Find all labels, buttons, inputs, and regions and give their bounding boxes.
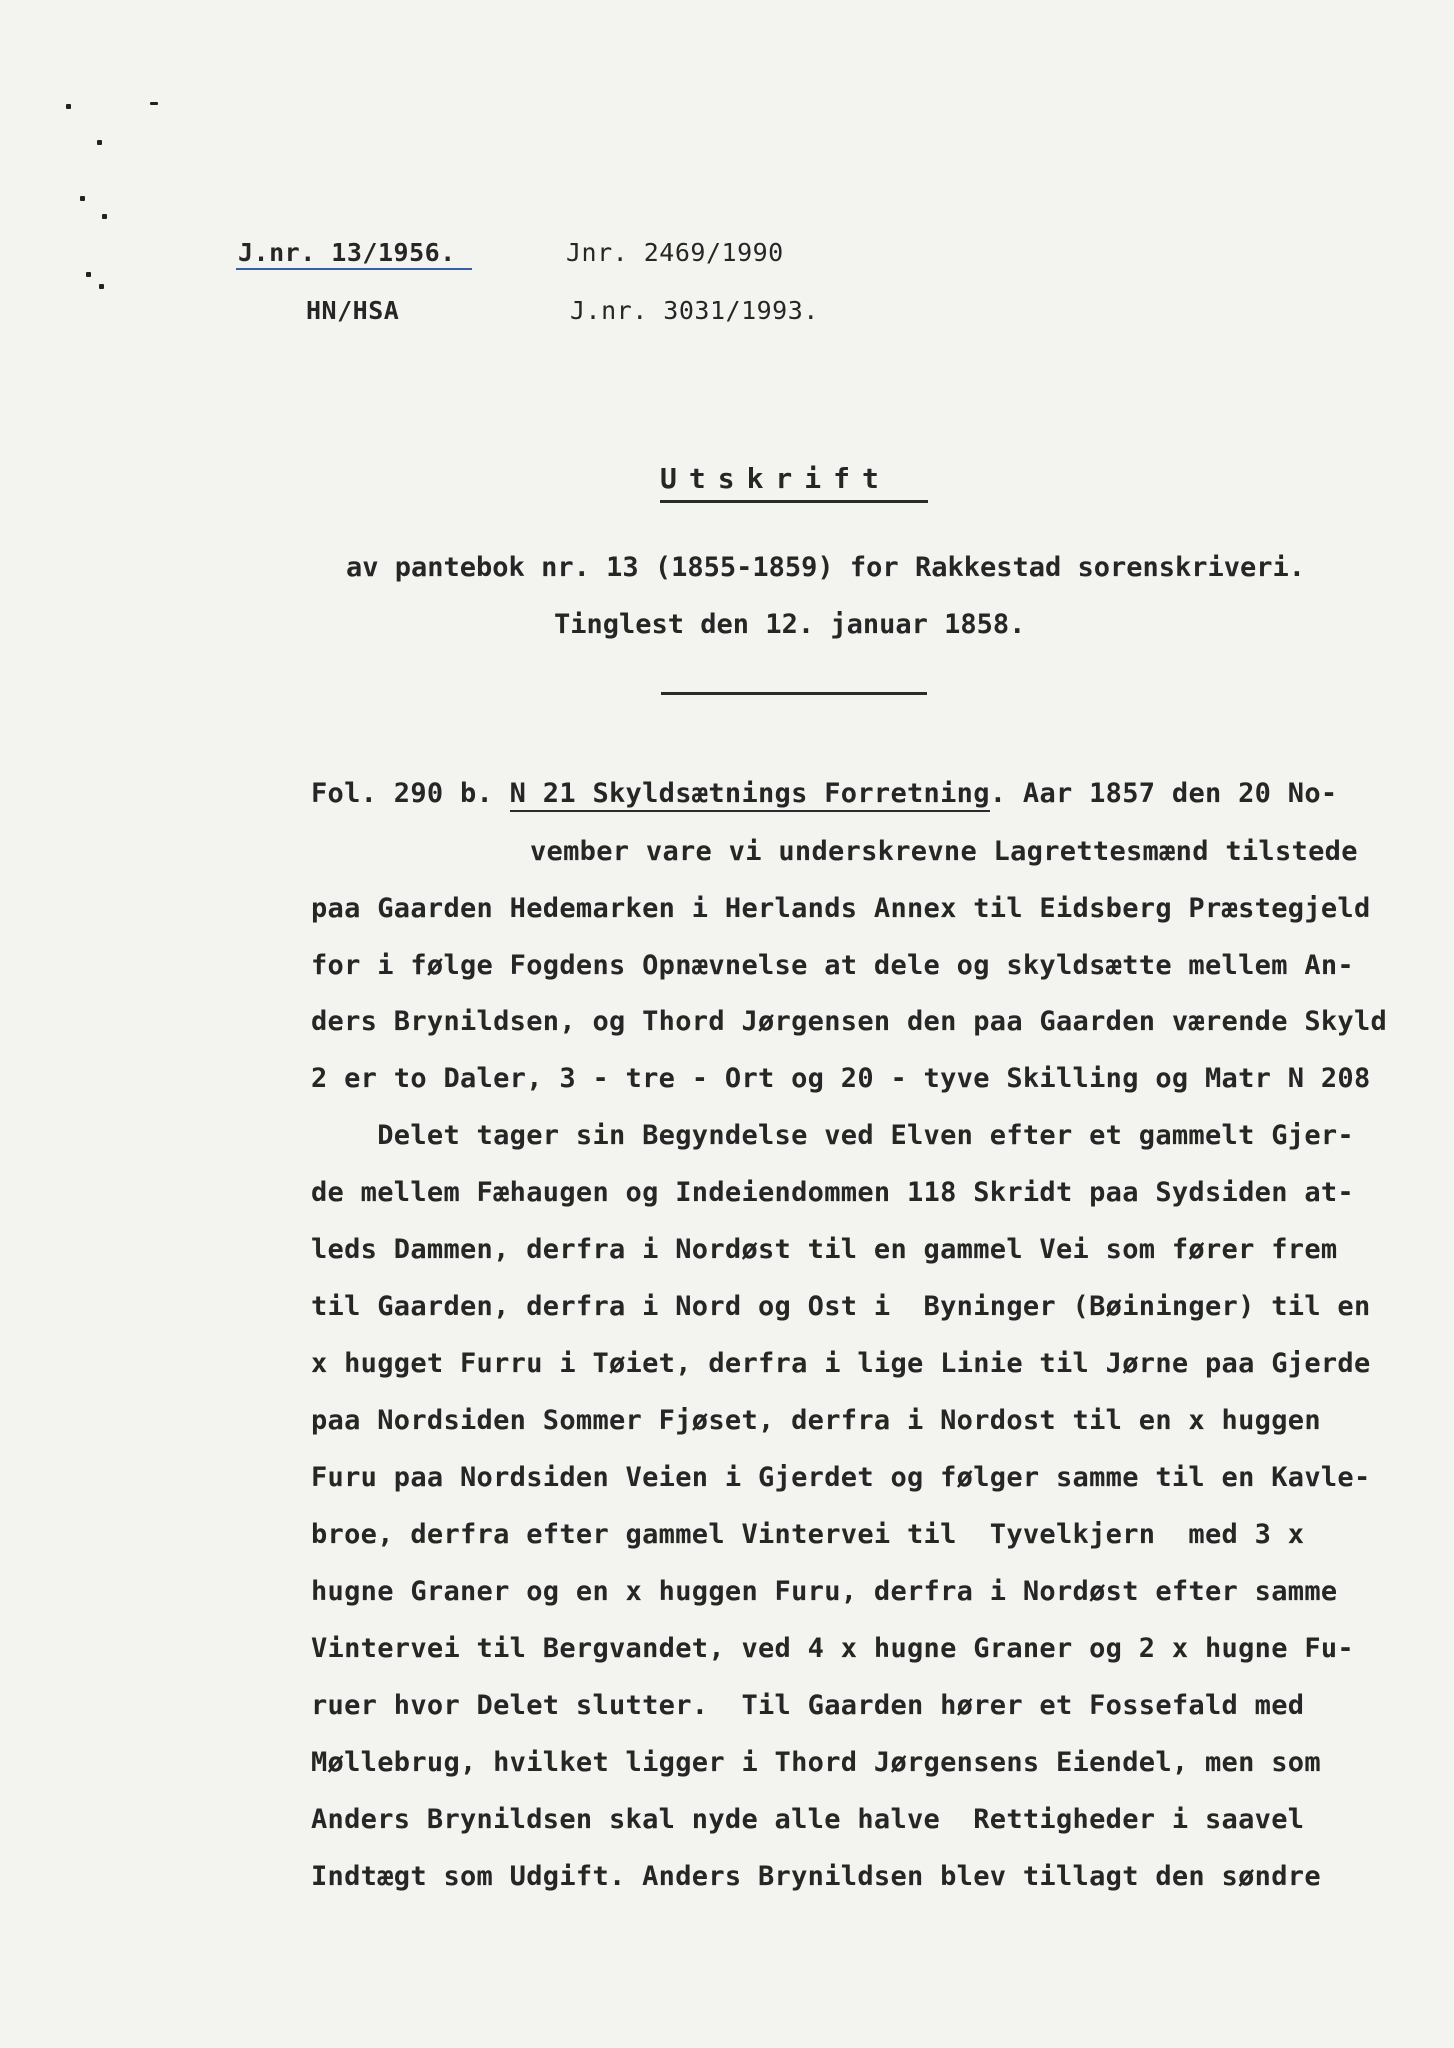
- body-line: for i følge Fogdens Opnævnelse at dele og skyldsætte mellem An-: [311, 950, 1354, 981]
- body-line: leds Dammen, derfra i Nordøst til en gammel Vei som fører frem: [311, 1234, 1338, 1265]
- body-line: Delet tager sin Begyndelse ved Elven efter et gammelt Gjer-: [311, 1120, 1354, 1151]
- body-line: vember vare vi underskrevne Lagrettesmænd tilstede: [530, 836, 1358, 867]
- title-underline: [660, 500, 928, 503]
- folio-reference: Fol. 290 b.: [311, 778, 510, 809]
- body-line: paa Gaarden Hedemarken i Herlands Annex til Eidsberg Præstegjeld: [311, 893, 1371, 924]
- body-line: Møllebrug, hvilket ligger i Thord Jørgensens Eiendel, men som: [311, 1747, 1321, 1778]
- margin-mark: [97, 140, 102, 145]
- document-title: Utskrift: [660, 462, 891, 495]
- body-line: de mellem Fæhaugen og Indeiendommen 118 Skridt paa Sydsiden at-: [311, 1177, 1354, 1208]
- journal-number-1993: J.nr. 3031/1993.: [570, 296, 819, 325]
- body-line: 2 er to Daler, 3 - tre - Ort og 20 - tyve Skilling og Matr N 208: [311, 1063, 1371, 1094]
- section-divider: [661, 692, 927, 695]
- body-line: ruer hvor Delet slutter. Til Gaarden hører et Fossefald med: [311, 1690, 1305, 1721]
- subtitle-line-2: Tinglest den 12. januar 1858.: [554, 609, 1026, 640]
- body-line: Anders Brynildsen skal nyde alle halve Rettigheder i saavel: [311, 1804, 1305, 1835]
- body-line: til Gaarden, derfra i Nord og Ost i Byninger (Bøininger) til en: [311, 1291, 1371, 1322]
- margin-mark: [66, 104, 71, 109]
- initials: HN/HSA: [306, 296, 400, 325]
- subtitle-line-1: av pantebok nr. 13 (1855-1859) for Rakkestad sorenskriveri.: [346, 552, 1306, 583]
- body-line: Furu paa Nordsiden Veien i Gjerdet og følger samme til en Kavle-: [311, 1462, 1371, 1493]
- journal-number-1990: Jnr. 2469/1990: [566, 238, 784, 267]
- body-line: Indtægt som Udgift. Anders Brynildsen blev tillagt den søndre: [311, 1861, 1321, 1892]
- body-line: broe, derfra efter gammel Vintervei til Tyvelkjern med 3 x: [311, 1519, 1305, 1550]
- body-line: paa Nordsiden Sommer Fjøset, derfra i Nordost til en x huggen: [311, 1405, 1321, 1436]
- body-line: x hugget Furru i Tøiet, derfra i lige Linie til Jørne paa Gjerde: [311, 1348, 1371, 1379]
- margin-mark: [80, 196, 85, 201]
- body-line: Vintervei til Bergvandet, ved 4 x hugne Graner og 2 x hugne Fu-: [311, 1633, 1354, 1664]
- margin-mark: [150, 102, 158, 105]
- margin-mark: [102, 214, 107, 219]
- entry-heading: N 21 Skyldsætnings Forretning: [510, 778, 990, 812]
- journal-number-old: J.nr. 13/1956.: [238, 238, 456, 267]
- body-line-first: [311, 778, 1337, 809]
- journal-number-underline: [236, 268, 472, 270]
- body-line: hugne Graner og en x huggen Furu, derfra i Nordøst efter samme: [311, 1576, 1338, 1607]
- margin-mark: [99, 284, 104, 289]
- margin-mark: [86, 272, 91, 277]
- entry-date-text: . Aar 1857 den 20 No-: [989, 778, 1338, 809]
- body-line: ders Brynildsen, og Thord Jørgensen den paa Gaarden værende Skyld: [311, 1006, 1388, 1037]
